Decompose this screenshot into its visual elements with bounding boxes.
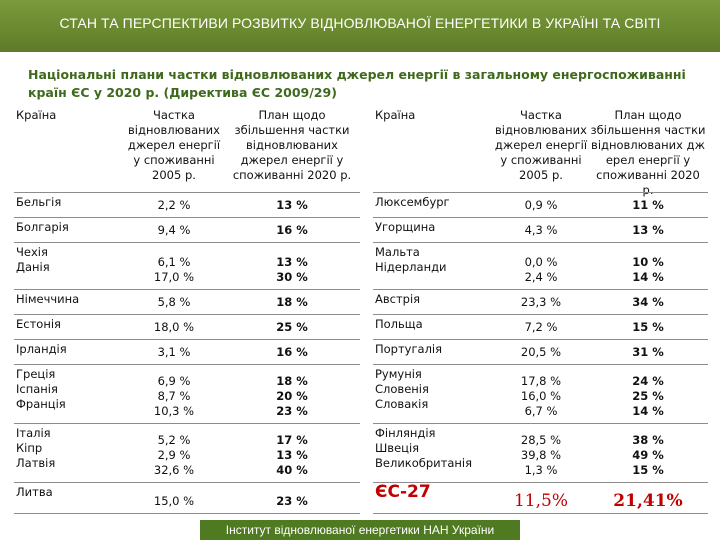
plan-2020-value: 25 % bbox=[632, 389, 664, 403]
plan-2020-value: 40 % bbox=[276, 463, 308, 477]
table-row bbox=[14, 365, 360, 424]
share-2005-value: 6,1 % bbox=[157, 255, 191, 269]
plan-header-line: збільшення частки bbox=[590, 123, 706, 137]
country-name: Фінляндія bbox=[375, 426, 436, 440]
table-row bbox=[373, 483, 708, 514]
share-header-line: 2005 р. bbox=[152, 168, 196, 182]
plan-2020-cell bbox=[589, 255, 707, 285]
share-2005-cell bbox=[493, 295, 589, 310]
share-2005-value: 28,5 % bbox=[520, 433, 562, 447]
plan-2020-value: 11 % bbox=[632, 198, 664, 212]
plan-2020-value: 23 % bbox=[276, 494, 308, 508]
country-name: Франція bbox=[16, 397, 66, 411]
share-header-line: у споживанні bbox=[500, 153, 582, 167]
country-cell bbox=[16, 292, 79, 307]
plan-2020-cell bbox=[226, 295, 358, 310]
plan-2020-cell bbox=[589, 198, 707, 213]
country-name: Польща bbox=[375, 317, 423, 331]
country-cell bbox=[375, 367, 429, 412]
plan-2020-value: 31 % bbox=[632, 345, 664, 359]
plan-header-line: збільшення частки bbox=[234, 123, 350, 137]
country-name: Німеччина bbox=[16, 292, 80, 306]
plan-2020-value: 23 % bbox=[276, 404, 308, 418]
table-row bbox=[373, 340, 708, 365]
country-name: Латвія bbox=[16, 456, 56, 470]
plan-2020-cell bbox=[589, 491, 707, 511]
plan-2020-value: 13 % bbox=[276, 198, 308, 212]
share-2005-value: 2,4 % bbox=[524, 270, 558, 284]
plan-2020-value: 13 % bbox=[276, 448, 308, 462]
plan-2020-value: 15 % bbox=[632, 320, 664, 334]
share-header bbox=[493, 108, 589, 183]
plan-2020-value: 24 % bbox=[632, 374, 664, 388]
plan-header-line: споживанні 2020 р. bbox=[232, 168, 352, 182]
plan-header-line: джерел енергії у bbox=[240, 153, 344, 167]
share-2005-cell bbox=[126, 374, 222, 419]
plan-2020-value: 49 % bbox=[632, 448, 664, 462]
plan-header bbox=[589, 108, 707, 198]
country-name: Люксембург bbox=[375, 195, 450, 209]
plan-2020-value: 21,41% bbox=[613, 491, 683, 511]
table-row bbox=[14, 192, 360, 218]
page-title: СТАН ТА ПЕРСПЕКТИВИ РОЗВИТКУ ВІДНОВЛЮВАНОЇ ЕНЕРГЕТИКИ В УКРАЇНІ ТА СВІТІ bbox=[59, 15, 661, 31]
share-2005-cell bbox=[126, 433, 222, 478]
country-name: Мальта bbox=[375, 245, 420, 259]
share-2005-cell bbox=[126, 295, 222, 310]
country-header: Країна bbox=[16, 108, 57, 122]
plan-2020-value: 30 % bbox=[276, 270, 308, 284]
right-table-body bbox=[373, 192, 708, 514]
share-2005-value: 9,4 % bbox=[157, 223, 191, 237]
share-2005-cell bbox=[493, 433, 589, 478]
country-name: Нідерланди bbox=[375, 260, 447, 274]
share-2005-cell bbox=[126, 198, 222, 213]
share-2005-cell bbox=[126, 255, 222, 285]
table-row bbox=[14, 340, 360, 365]
table-row bbox=[373, 290, 708, 315]
country-name: Іспанія bbox=[16, 382, 58, 396]
country-cell bbox=[375, 195, 450, 210]
share-2005-value: 0,9 % bbox=[524, 198, 558, 212]
country-name: ЄС-27 bbox=[375, 482, 431, 502]
share-header-line: у споживанні bbox=[133, 153, 215, 167]
share-2005-cell bbox=[126, 494, 222, 509]
country-name: Греція bbox=[16, 367, 56, 381]
share-2005-value: 17,0 % bbox=[153, 270, 195, 284]
plan-header-line: відновлюваних bbox=[246, 138, 338, 152]
country-cell bbox=[375, 342, 442, 357]
country-cell bbox=[375, 482, 431, 502]
share-2005-value: 23,3 % bbox=[520, 295, 562, 309]
share-2005-cell bbox=[126, 223, 222, 238]
table-row bbox=[14, 290, 360, 315]
share-2005-value: 39,8 % bbox=[520, 448, 562, 462]
share-2005-cell bbox=[493, 255, 589, 285]
plan-2020-value: 16 % bbox=[276, 223, 308, 237]
table-row bbox=[373, 365, 708, 424]
country-name: Данія bbox=[16, 260, 50, 274]
plan-2020-cell bbox=[226, 433, 358, 478]
share-2005-cell bbox=[493, 374, 589, 419]
table-row bbox=[14, 218, 360, 243]
share-2005-cell bbox=[126, 345, 222, 360]
table-row bbox=[373, 424, 708, 483]
table-row bbox=[14, 483, 360, 514]
country-name: Чехія bbox=[16, 245, 48, 259]
plan-2020-value: 18 % bbox=[276, 374, 308, 388]
country-name: Італія bbox=[16, 426, 51, 440]
country-cell bbox=[16, 342, 67, 357]
share-2005-value: 0,0 % bbox=[524, 255, 558, 269]
country-name: Австрія bbox=[375, 292, 421, 306]
plan-2020-cell bbox=[589, 295, 707, 310]
share-2005-value: 32,6 % bbox=[153, 463, 195, 477]
country-name: Кіпр bbox=[16, 441, 43, 455]
country-name: Словакія bbox=[375, 397, 429, 411]
plan-header bbox=[226, 108, 358, 183]
share-2005-value: 16,0 % bbox=[520, 389, 562, 403]
country-name: Словенія bbox=[375, 382, 429, 396]
share-2005-cell bbox=[493, 223, 589, 238]
right-table bbox=[373, 108, 708, 514]
header-bar bbox=[0, 0, 720, 52]
plan-2020-cell bbox=[589, 433, 707, 478]
plan-2020-value: 20 % bbox=[276, 389, 308, 403]
country-cell bbox=[16, 426, 55, 471]
table-row bbox=[373, 315, 708, 340]
plan-2020-value: 25 % bbox=[276, 320, 308, 334]
plan-header-line: споживанні 2020 р. bbox=[596, 168, 700, 197]
plan-2020-cell bbox=[226, 223, 358, 238]
country-name: Румунія bbox=[375, 367, 422, 381]
share-header-line: Частка bbox=[153, 108, 195, 122]
country-header: Країна bbox=[375, 108, 416, 122]
share-2005-value: 7,2 % bbox=[524, 320, 558, 334]
subtitle: Національні плани частки відновлюваних джерел енергії в загальному енергоспоживанні країн ЄС у 2020 р. (Директива ЄС 2009/29) bbox=[28, 67, 686, 100]
country-name: Бельгія bbox=[16, 195, 62, 209]
table-row bbox=[14, 243, 360, 290]
plan-2020-cell bbox=[589, 223, 707, 238]
share-2005-value: 6,9 % bbox=[157, 374, 191, 388]
plan-header-line: План щодо bbox=[614, 108, 682, 122]
country-name: Португалія bbox=[375, 342, 443, 356]
plan-2020-cell bbox=[226, 345, 358, 360]
plan-2020-value: 14 % bbox=[632, 404, 664, 418]
plan-2020-cell bbox=[589, 345, 707, 360]
table-row bbox=[373, 218, 708, 243]
share-header-line: 2005 р. bbox=[519, 168, 563, 182]
plan-2020-value: 13 % bbox=[632, 223, 664, 237]
share-header-line: Частка bbox=[520, 108, 562, 122]
footer-institute: Інститут відновлюваної енергетики НАН України bbox=[200, 520, 520, 540]
share-header-line: відновлюваних bbox=[495, 123, 587, 137]
share-header-line: джерел енергії bbox=[127, 138, 221, 152]
plan-2020-value: 34 % bbox=[632, 295, 664, 309]
right-table-header bbox=[373, 108, 708, 197]
share-2005-value: 2,2 % bbox=[157, 198, 191, 212]
plan-2020-value: 15 % bbox=[632, 463, 664, 477]
share-2005-value: 15,0 % bbox=[153, 494, 195, 508]
share-2005-value: 10,3 % bbox=[153, 404, 195, 418]
share-2005-value: 3,1 % bbox=[157, 345, 191, 359]
share-header bbox=[126, 108, 222, 183]
share-2005-value: 4,3 % bbox=[524, 223, 558, 237]
share-2005-cell bbox=[493, 320, 589, 335]
country-cell bbox=[16, 195, 61, 210]
plan-2020-cell bbox=[226, 255, 358, 285]
share-2005-cell bbox=[493, 198, 589, 213]
country-cell bbox=[16, 245, 50, 275]
plan-2020-value: 17 % bbox=[276, 433, 308, 447]
share-2005-cell bbox=[126, 320, 222, 335]
left-table-header bbox=[14, 108, 360, 192]
plan-header-line: План щодо bbox=[258, 108, 326, 122]
country-cell bbox=[375, 245, 447, 275]
country-name: Ірландія bbox=[16, 342, 67, 356]
share-2005-value: 18,0 % bbox=[153, 320, 195, 334]
table-row bbox=[373, 192, 708, 218]
share-2005-value: 1,3 % bbox=[524, 463, 558, 477]
country-cell bbox=[16, 367, 66, 412]
table-row bbox=[373, 243, 708, 290]
plan-header-line: ерел енергії у bbox=[605, 153, 691, 167]
share-2005-value: 6,7 % bbox=[524, 404, 558, 418]
share-header-line: джерел енергії bbox=[494, 138, 588, 152]
plan-2020-value: 38 % bbox=[632, 433, 664, 447]
country-cell bbox=[375, 292, 420, 307]
plan-2020-cell bbox=[226, 374, 358, 419]
share-2005-value: 2,9 % bbox=[157, 448, 191, 462]
share-2005-value: 5,8 % bbox=[157, 295, 191, 309]
share-2005-cell bbox=[493, 491, 589, 511]
country-name: Естонія bbox=[16, 317, 61, 331]
country-name: Швеція bbox=[375, 441, 420, 455]
plan-2020-value: 13 % bbox=[276, 255, 308, 269]
share-2005-value: 5,2 % bbox=[157, 433, 191, 447]
country-name: Великобританія bbox=[375, 456, 473, 470]
plan-2020-cell bbox=[589, 320, 707, 335]
table-row bbox=[14, 424, 360, 483]
country-cell bbox=[16, 485, 53, 500]
plan-2020-cell bbox=[226, 320, 358, 335]
country-name: Литва bbox=[16, 485, 53, 499]
share-2005-value: 8,7 % bbox=[157, 389, 191, 403]
share-2005-cell bbox=[493, 345, 589, 360]
plan-2020-cell bbox=[226, 198, 358, 213]
plan-2020-value: 14 % bbox=[632, 270, 664, 284]
share-2005-value: 11,5% bbox=[513, 491, 568, 511]
country-cell bbox=[16, 220, 69, 235]
country-name: Угорщина bbox=[375, 220, 436, 234]
plan-header-line: відновлюваних дж bbox=[591, 138, 705, 152]
share-2005-value: 20,5 % bbox=[520, 345, 562, 359]
table-row bbox=[14, 315, 360, 340]
country-cell bbox=[375, 426, 472, 471]
plan-2020-value: 10 % bbox=[632, 255, 664, 269]
share-2005-value: 17,8 % bbox=[520, 374, 562, 388]
country-cell bbox=[375, 220, 435, 235]
share-header-line: відновлюваних bbox=[128, 123, 220, 137]
left-table-body bbox=[14, 192, 360, 514]
plan-2020-cell bbox=[589, 374, 707, 419]
left-table bbox=[14, 108, 360, 514]
country-name: Болгарія bbox=[16, 220, 69, 234]
country-cell bbox=[375, 317, 423, 332]
plan-2020-value: 18 % bbox=[276, 295, 308, 309]
country-cell bbox=[16, 317, 61, 332]
plan-2020-cell bbox=[226, 494, 358, 509]
plan-2020-value: 16 % bbox=[276, 345, 308, 359]
